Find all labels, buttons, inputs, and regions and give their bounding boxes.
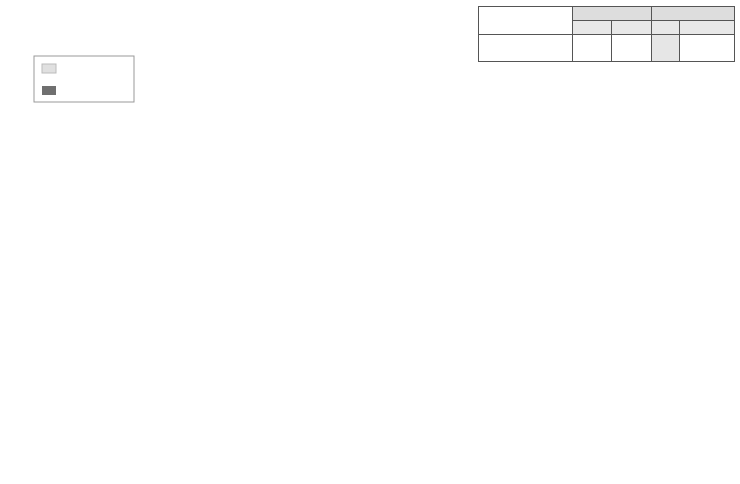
total-label — [479, 35, 573, 62]
header-adopted — [652, 7, 735, 21]
total-applications — [573, 35, 612, 62]
legend-swatch-applications — [42, 64, 56, 73]
total-ratio — [612, 35, 652, 62]
subheader-ratio — [612, 21, 652, 35]
header-category — [479, 7, 573, 35]
legend-swatch-adopted — [42, 86, 56, 95]
total-rate — [680, 35, 735, 62]
total-adopted — [652, 35, 680, 62]
data-table — [478, 6, 735, 62]
legend — [34, 56, 134, 102]
total-row — [479, 35, 735, 62]
subheader-count2 — [652, 21, 680, 35]
subheader-rate — [680, 21, 735, 35]
subheader-count — [573, 21, 612, 35]
legend-box — [34, 56, 134, 102]
header-applications — [573, 7, 652, 21]
